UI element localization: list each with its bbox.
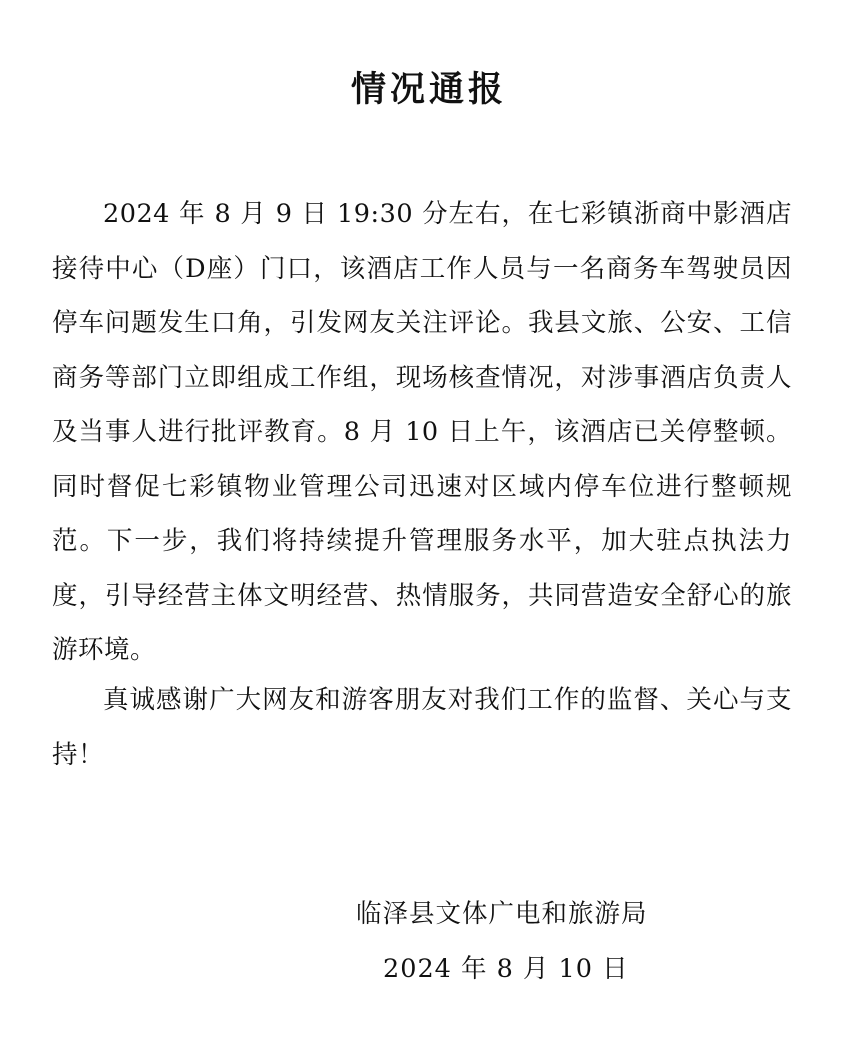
body-paragraph-1: 2024 年 8 月 9 日 19:30 分左右，在七彩镇浙商中影酒店接待中心（D座）门口，该酒店工作人员与一名商务车驾驶员因停车问题发生口角，引发网友关注评论。我县文旅、公安、工信商务等部门立即组成工作组，现场核查情况，对涉事酒店负责人及当事人进行批评教育。8 月 10 日上午，该酒店已关停整顿。同时督促七彩镇物业管理公司迅速对区域内停车位进行整顿规范。下一步，我们将持续提升管理服务水平，加大驻点执法力度，引导经营主体文明经营、热情服务，共同营造安全舒心的旅游环境。: [52, 199, 792, 665]
signature-date: 2024 年 8 月 10 日: [383, 954, 629, 984]
document-title: 情况通报: [350, 70, 507, 110]
body-paragraph-2: 真诚感谢广大网友和游客朋友对我们工作的监督、关心与支持！: [52, 685, 792, 770]
signature-organization: 临泽县文体广电和旅游局: [356, 899, 648, 929]
